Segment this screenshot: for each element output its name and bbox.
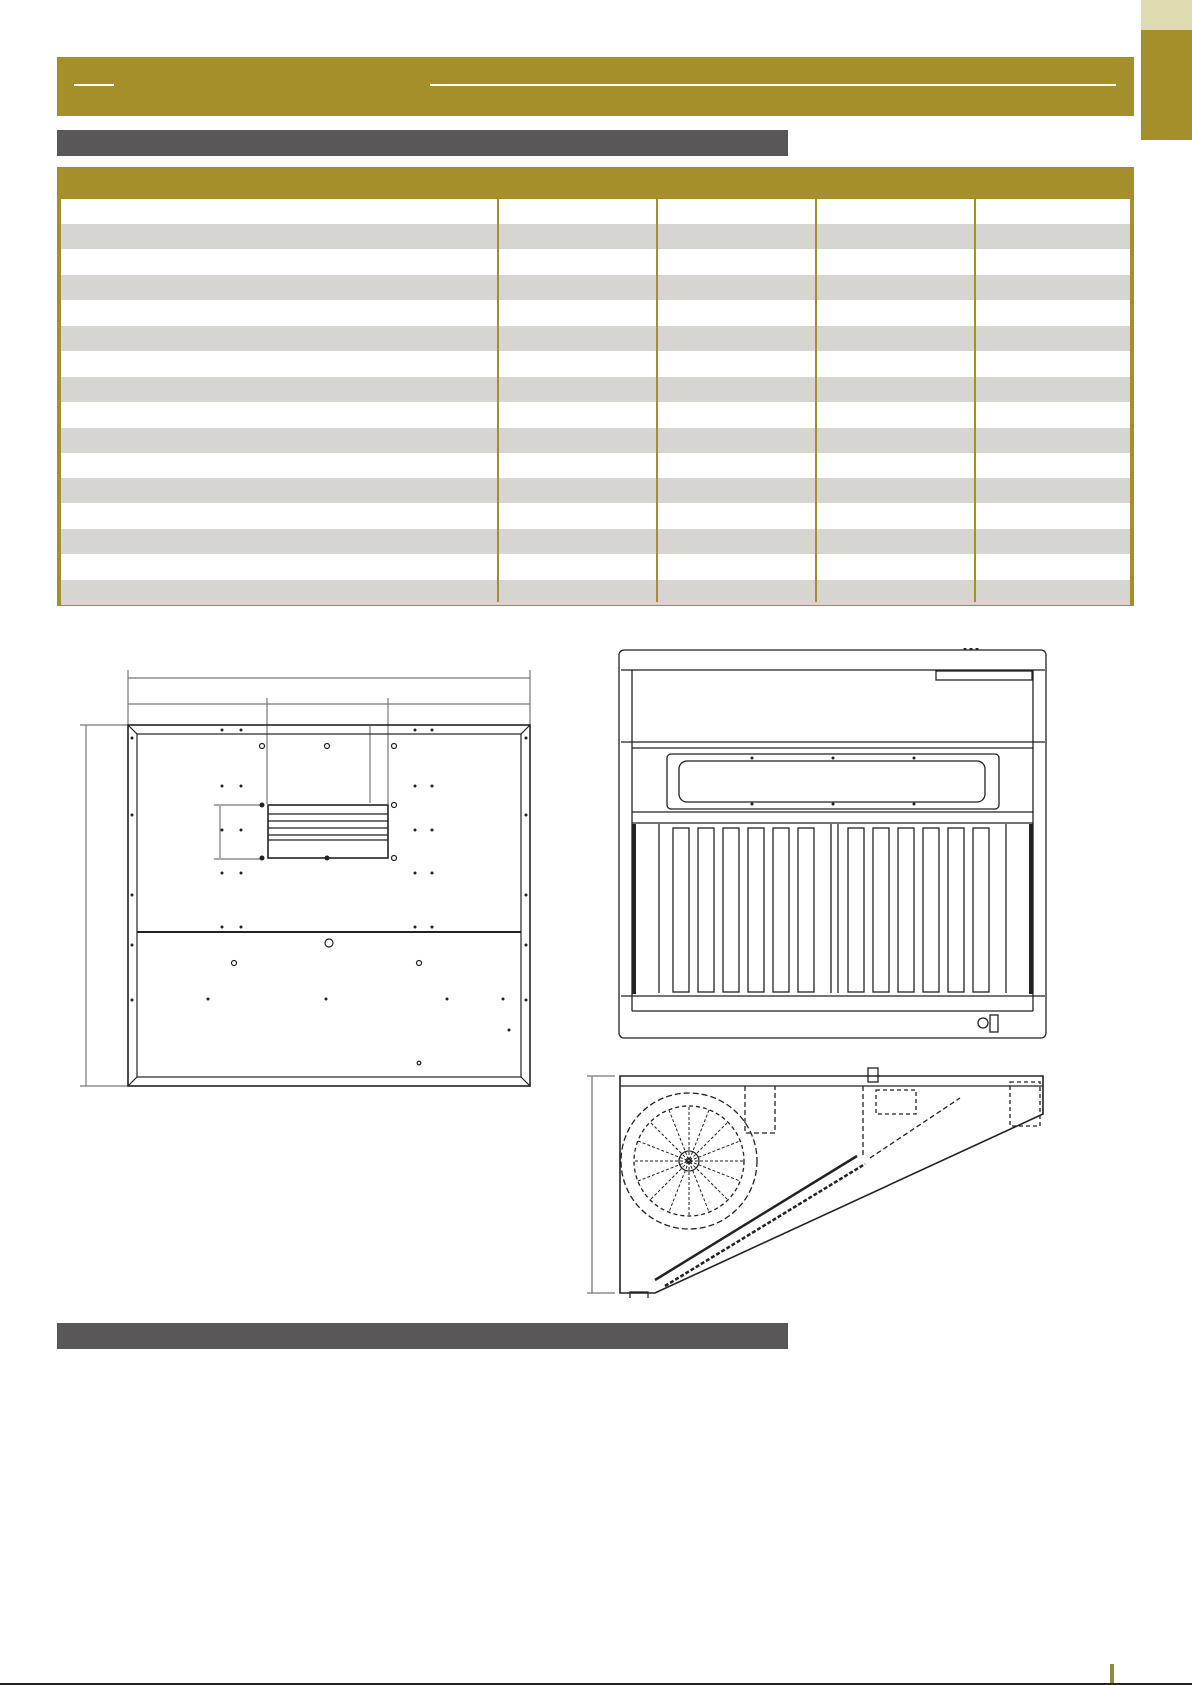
table-cell	[61, 326, 497, 351]
table-cell	[658, 402, 816, 427]
table-cell	[976, 351, 1130, 376]
table-cell	[976, 504, 1130, 529]
table-cell	[499, 504, 657, 529]
table-cell	[817, 326, 975, 351]
table-cell	[61, 555, 497, 580]
table-cell	[817, 428, 975, 453]
table-cell	[499, 250, 657, 275]
column-divider	[815, 199, 817, 602]
table-header	[61, 171, 1130, 199]
table-cell	[658, 326, 816, 351]
table-cell	[61, 301, 497, 326]
top-view-drawing	[70, 660, 540, 1100]
column-header	[61, 171, 497, 199]
table-cell	[976, 428, 1130, 453]
table-row	[61, 351, 1130, 376]
table-cell	[817, 453, 975, 478]
table-cell	[499, 351, 657, 376]
table-cell	[976, 275, 1130, 300]
column-divider	[656, 199, 658, 602]
column-header	[817, 171, 975, 199]
table-cell	[61, 377, 497, 402]
table-row	[61, 529, 1130, 554]
table-row	[61, 275, 1130, 300]
table-row	[61, 453, 1130, 478]
table-row	[61, 224, 1130, 249]
table-cell	[976, 402, 1130, 427]
page-number-marker	[1110, 1664, 1114, 1683]
table-cell	[658, 199, 816, 224]
header-rule-long	[430, 84, 1116, 86]
table-cell	[499, 301, 657, 326]
table-cell	[61, 580, 497, 605]
table-cell	[817, 555, 975, 580]
table-row	[61, 580, 1130, 605]
table-row	[61, 377, 1130, 402]
table-cell	[817, 504, 975, 529]
table-cell	[61, 250, 497, 275]
column-divider	[974, 199, 976, 602]
table-cell	[61, 453, 497, 478]
table-row	[61, 428, 1130, 453]
table-cell	[817, 478, 975, 503]
table-cell	[976, 555, 1130, 580]
table-cell	[658, 555, 816, 580]
table-cell	[61, 478, 497, 503]
table-cell	[817, 351, 975, 376]
table-cell	[817, 250, 975, 275]
table-cell	[817, 275, 975, 300]
table-cell	[499, 377, 657, 402]
table-cell	[658, 224, 816, 249]
table-cell	[817, 199, 975, 224]
table-row	[61, 301, 1130, 326]
table-cell	[61, 275, 497, 300]
table-cell	[499, 555, 657, 580]
table-cell	[976, 326, 1130, 351]
column-header	[658, 171, 816, 199]
header-bar	[57, 57, 1134, 116]
table-cell	[817, 377, 975, 402]
table-cell	[976, 199, 1130, 224]
table-cell	[976, 377, 1130, 402]
table-cell	[976, 529, 1130, 554]
table-cell	[499, 402, 657, 427]
table-cell	[61, 351, 497, 376]
table-cell	[499, 326, 657, 351]
table-cell	[976, 580, 1130, 605]
table-row	[61, 402, 1130, 427]
table-cell	[499, 428, 657, 453]
table-row	[61, 326, 1130, 351]
table-cell	[658, 301, 816, 326]
table-row	[61, 555, 1130, 580]
table-row	[61, 250, 1130, 275]
table-row	[61, 478, 1130, 503]
table-cell	[658, 377, 816, 402]
table-cell	[658, 250, 816, 275]
table-cell	[976, 453, 1130, 478]
table-cell	[61, 224, 497, 249]
table-cell	[817, 224, 975, 249]
table-cell	[658, 351, 816, 376]
table-cell	[658, 580, 816, 605]
column-header	[499, 171, 657, 199]
table-cell	[499, 580, 657, 605]
table-cell	[61, 199, 497, 224]
table-cell	[976, 224, 1130, 249]
table-cell	[499, 275, 657, 300]
table-cell	[658, 529, 816, 554]
front-view-drawing	[615, 648, 1050, 1041]
table-cell	[499, 453, 657, 478]
specifications-table	[57, 167, 1134, 606]
table-cell	[817, 580, 975, 605]
table-cell	[658, 453, 816, 478]
table-cell	[61, 529, 497, 554]
column-divider	[497, 199, 499, 602]
table-cell	[61, 504, 497, 529]
table-cell	[499, 478, 657, 503]
table-cell	[817, 301, 975, 326]
section-bar-accessories	[57, 1323, 788, 1349]
table-cell	[976, 301, 1130, 326]
table-cell	[817, 529, 975, 554]
column-header	[976, 171, 1130, 199]
table-cell	[976, 250, 1130, 275]
table-cell	[61, 402, 497, 427]
table-cell	[976, 478, 1130, 503]
section-bar-specifications	[57, 130, 788, 156]
header-rule-short	[74, 84, 114, 86]
table-cell	[499, 529, 657, 554]
side-view-drawing	[585, 1058, 1050, 1298]
table-cell	[61, 428, 497, 453]
table-cell	[658, 504, 816, 529]
table-cell	[658, 428, 816, 453]
edge-tab-dark	[1141, 30, 1192, 140]
table-cell	[817, 402, 975, 427]
table-cell	[658, 275, 816, 300]
edge-tab-light	[1141, 0, 1192, 30]
table-cell	[499, 224, 657, 249]
table-row	[61, 199, 1130, 224]
table-row	[61, 504, 1130, 529]
table-cell	[499, 199, 657, 224]
table-cell	[658, 478, 816, 503]
